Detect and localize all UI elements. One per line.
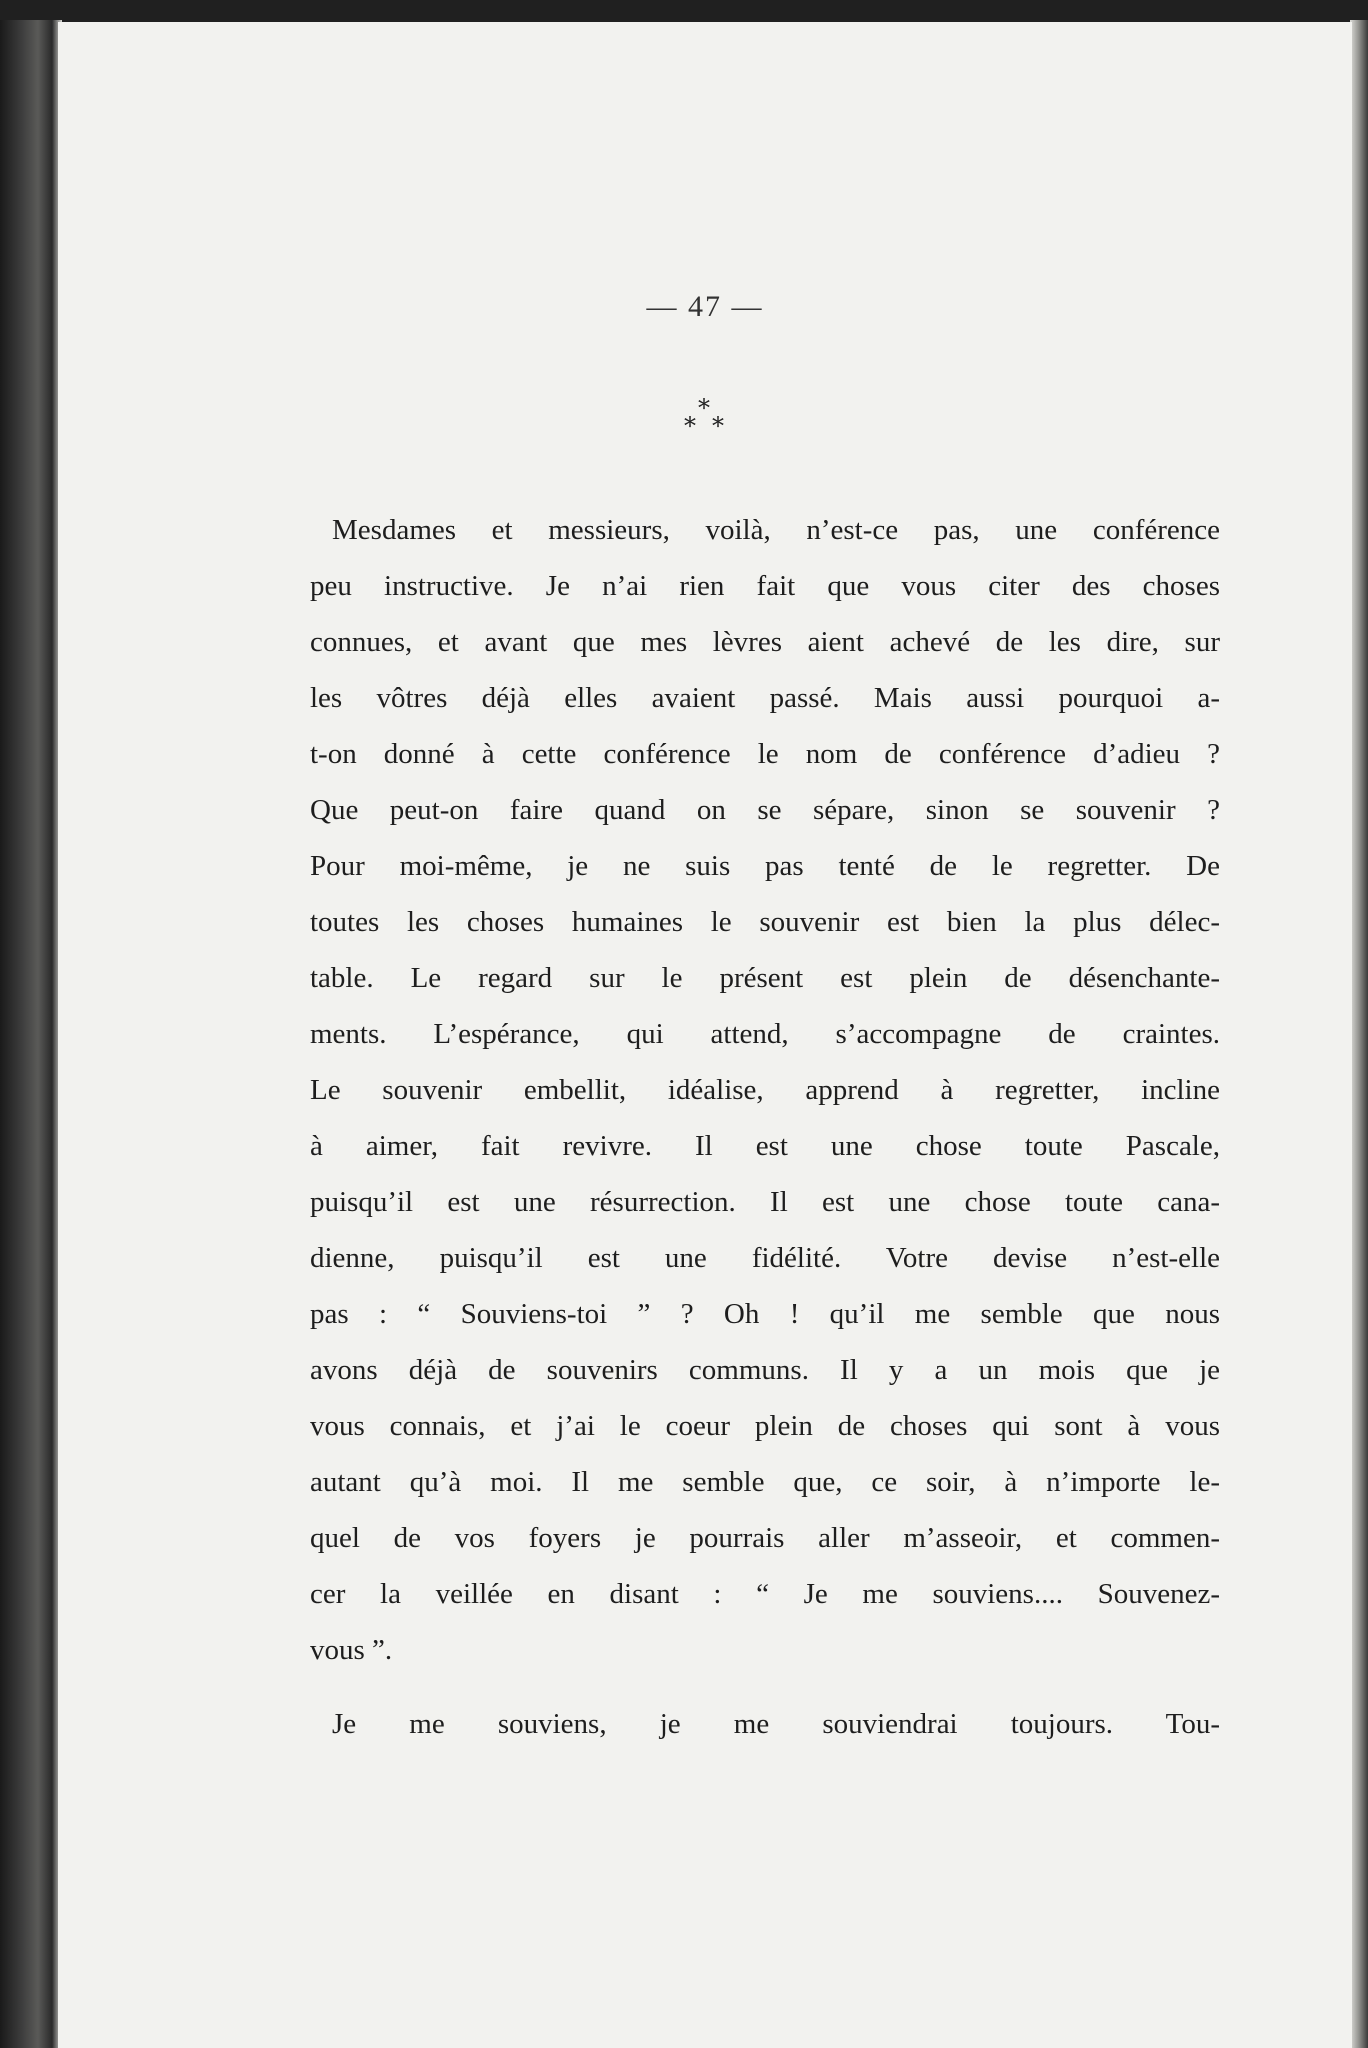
text-line: à aimer, fait revivre. Il est une chose toute Pascale, [310, 1130, 1220, 1162]
asterism-separator [58, 394, 1352, 444]
text-line: connues, et avant que mes lèvres aient achevé de les dire, sur [310, 626, 1220, 658]
page-right-edge [1350, 20, 1368, 2048]
paragraph-1 [310, 502, 1220, 1678]
page-number: — 47 — [646, 290, 764, 323]
text-line: pas : “ Souviens-toi ” ? Oh ! qu’il me semble que nous [310, 1298, 1220, 1330]
scanner-top-border [0, 0, 1368, 24]
text-line: Mesdames et messieurs, voilà, n’est-ce pas, une conférence [332, 514, 1220, 546]
text-line: Pour moi-même, je ne suis pas tenté de le regretter. De [310, 850, 1220, 882]
text-line: table. Le regard sur le présent est plein de désenchante- [310, 962, 1220, 994]
text-line: toutes les choses humaines le souvenir est bien la plus délec- [310, 906, 1220, 938]
text-line: peu instructive. Je n’ai rien fait que vous citer des choses [310, 570, 1220, 602]
text-line: vous connais, et j’ai le coeur plein de choses qui sont à vous [310, 1410, 1220, 1442]
text-line: autant qu’à moi. Il me semble que, ce soir, à n’importe le- [310, 1466, 1220, 1498]
text-line: dienne, puisqu’il est une fidélité. Votre devise n’est-elle [310, 1242, 1220, 1274]
text-line: Je me souviens, je me souviendrai toujours. Tou- [332, 1708, 1220, 1740]
asterism-star: * [712, 412, 724, 440]
body-text [310, 502, 1220, 1752]
paragraph-2 [310, 1696, 1220, 1752]
text-line: quel de vos foyers je pourrais aller m’asseoir, et commen- [310, 1522, 1220, 1554]
text-line: avons déjà de souvenirs communs. Il y a un mois que je [310, 1354, 1220, 1386]
text-line: les vôtres déjà elles avaient passé. Mais aussi pourquoi a- [310, 682, 1220, 714]
text-line: puisqu’il est une résurrection. Il est une chose toute cana- [310, 1186, 1220, 1218]
paragraph-gap [310, 1678, 1220, 1696]
text-line: Que peut-on faire quand on se sépare, sinon se souvenir ? [310, 794, 1220, 826]
text-line: Le souvenir embellit, idéalise, apprend à regretter, incline [310, 1074, 1220, 1106]
asterism-star: * [698, 394, 710, 422]
text-line: t-on donné à cette conférence le nom de conférence d’adieu ? [310, 738, 1220, 770]
book-spine-edge [0, 20, 62, 2048]
book-page [58, 22, 1352, 2048]
asterism-star: * [684, 412, 696, 440]
text-line: vous ”. [310, 1634, 393, 1666]
text-line: ments. L’espérance, qui attend, s’accompagne de craintes. [310, 1018, 1220, 1050]
text-line: cer la veillée en disant : “ Je me souviens.... Souvenez- [310, 1578, 1220, 1610]
